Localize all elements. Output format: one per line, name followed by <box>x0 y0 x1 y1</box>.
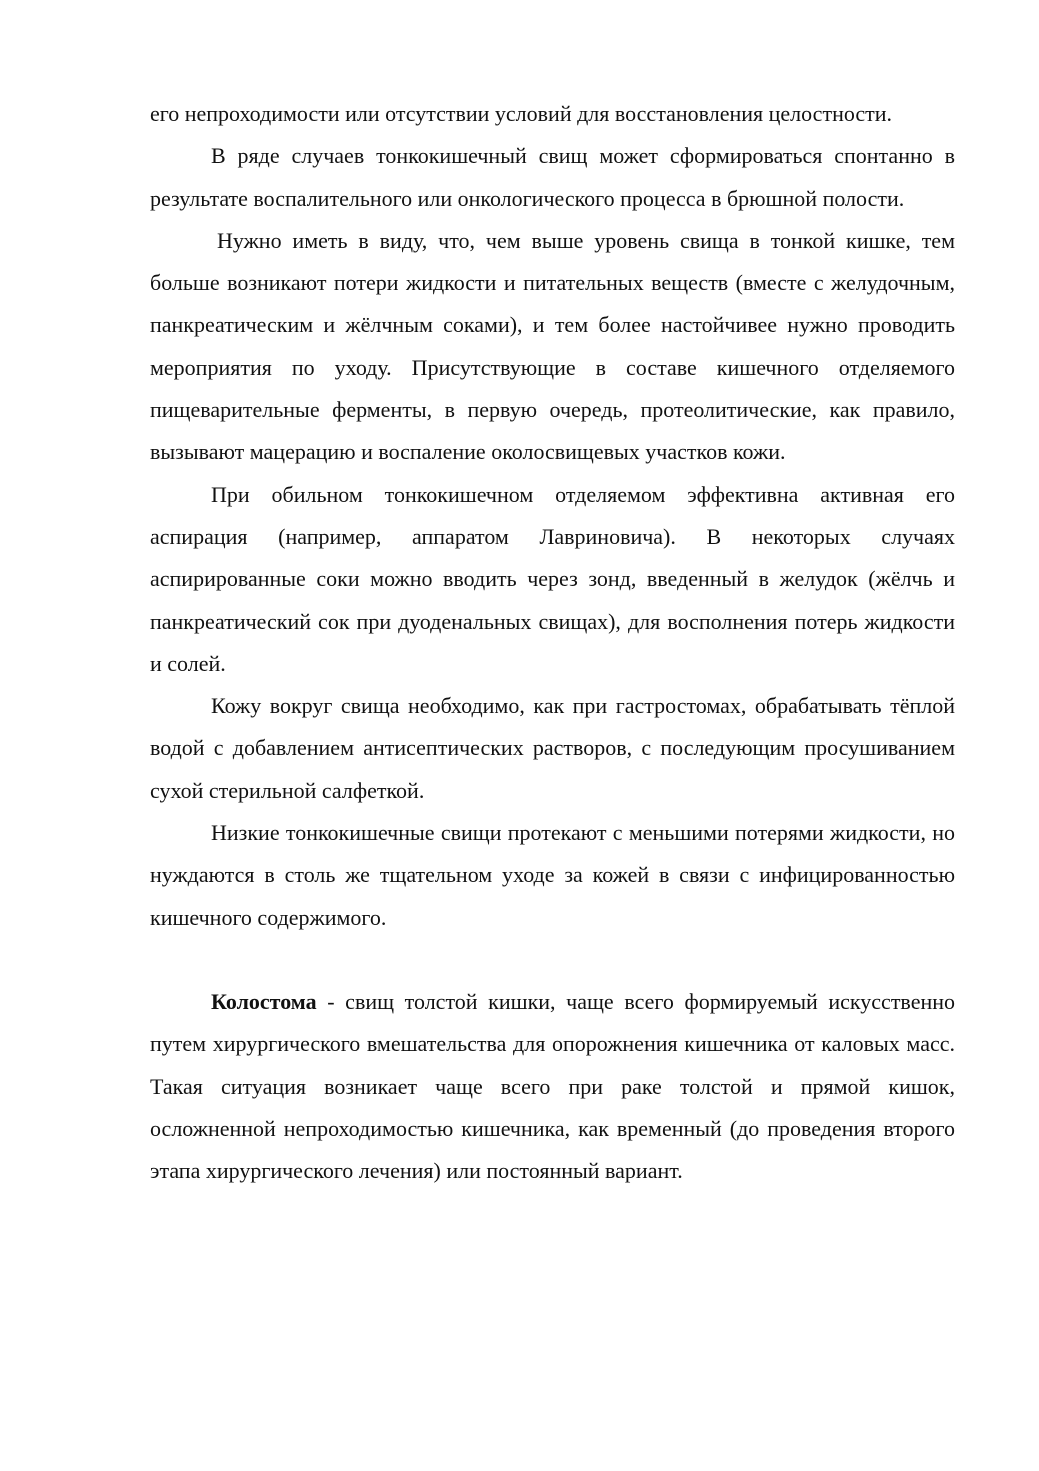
document-page <box>150 93 955 1192</box>
paragraph-continuation: его непроходимости или отсутствии условий для восстановления целостности. <box>150 101 893 126</box>
colostomy-definition: - свищ толстой кишки, чаще всего формируемый искусственно путем хирургического вмешательства для опорожнения кишечника от каловых масс. Такая ситуация возникает чаще всего при раке толстой и прямой кишок, осложненной непроходимостью кишечника, как временный (до проведения второго этапа хирургического лечения) или постоянный вариант. <box>150 988 955 1184</box>
paragraph-spontaneous-fistula: В ряде случаев тонкокишечный свищ может сформироваться спонтанно в результате воспалительного или онкологического процесса в брюшной полости. <box>150 143 955 211</box>
paragraph-skin-care: Кожу вокруг свища необходимо, как при гастростомах, обрабатывать тёплой водой с добавлением антисептических растворов, с последующим просушиванием сухой стерильной салфеткой. <box>150 693 955 803</box>
paragraph-spacer <box>150 939 955 981</box>
paragraph-aspiration: При обильном тонкокишечном отделяемом эффективна активная его аспирация (например, аппаратом Лавриновича). В некоторых случаях аспирированные соки можно вводить через зонд, введенный в желудок (жёлчь и панкреатический сок при дуоденальных свищах), для восполнения потерь жидкости и солей. <box>150 481 955 676</box>
paragraph-colostomy <box>150 981 955 1192</box>
paragraph-low-fistulas: Низкие тонкокишечные свищи протекают с меньшими потерями жидкости, но нуждаются в столь же тщательном уходе за кожей в связи с инфицированностью кишечного содержимого. <box>150 820 955 930</box>
paragraph-fluid-loss: Нужно иметь в виду, что, чем выше уровень свища в тонкой кишке, тем больше возникают потери жидкости и питательных веществ (вместе с желудочным, панкреатическим и жёлчным соками), и тем более настойчивее нужно проводить мероприятия по уходу. Присутствующие в составе кишечного отделяемого пищеварительные ферменты, в первую очередь, протеолитические, как правило, вызывают мацерацию и воспаление околосвищевых участков кожи. <box>150 227 955 465</box>
colostomy-term: Колостома <box>211 988 317 1014</box>
